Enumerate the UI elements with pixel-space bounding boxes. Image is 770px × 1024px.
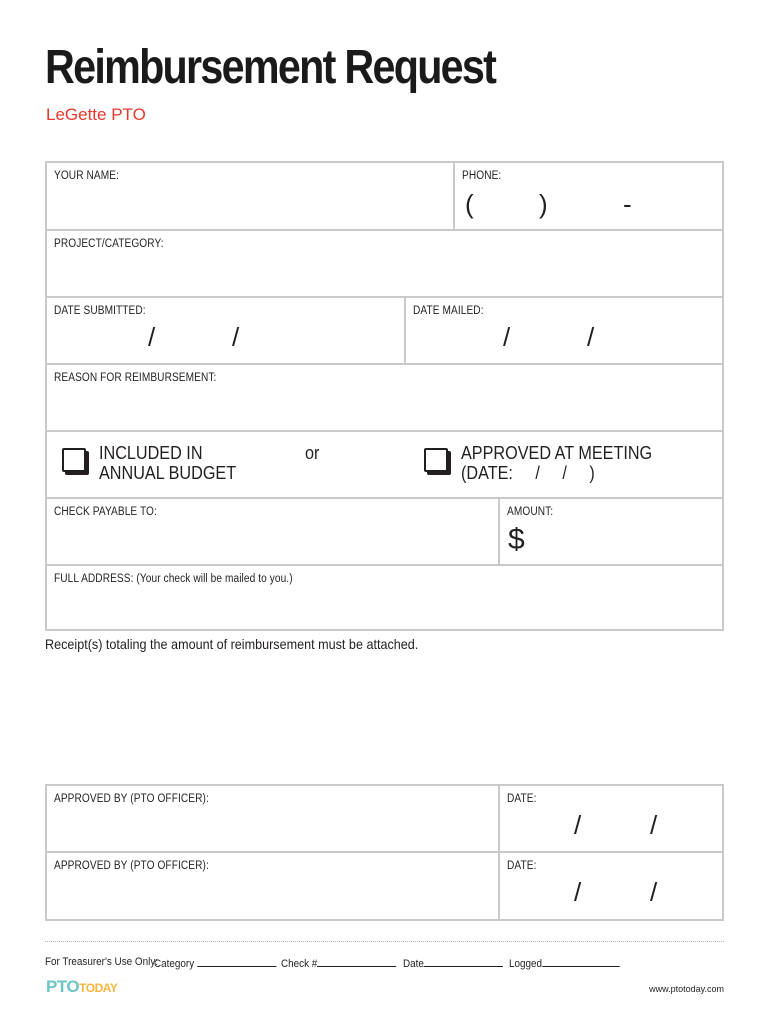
logo-today: TODAY — [79, 981, 118, 995]
phone-dash: - — [623, 189, 632, 219]
approval-date-label: DATE: — [507, 793, 537, 805]
page-title: Reimbursement Request — [45, 41, 496, 94]
approval-date-field-1[interactable] — [498, 786, 722, 851]
row-payable-amount — [47, 499, 722, 566]
phone-label: PHONE: — [462, 170, 502, 182]
row-reason — [47, 365, 722, 432]
option-included-line2: ANNUAL BUDGET — [99, 463, 237, 483]
project-category-label: PROJECT/CATEGORY: — [54, 238, 164, 250]
approval-form — [45, 784, 724, 921]
treasurer-date-label: Date — [403, 958, 424, 970]
phone-paren-close: ) — [539, 189, 548, 219]
option-approved-line1: APPROVED AT MEETING — [461, 443, 653, 463]
treasurer-category-label: Category — [154, 958, 195, 970]
date-mailed-field[interactable] — [404, 298, 722, 363]
logo-pto: PTO — [46, 977, 80, 996]
approval-date-label: DATE: — [507, 860, 537, 872]
approved-at-meeting-checkbox[interactable] — [424, 448, 448, 472]
reason-label: REASON FOR REIMBURSEMENT: — [54, 372, 217, 384]
date-submitted-slash-1: / — [148, 322, 156, 352]
treasurer-date-line — [424, 956, 503, 967]
approval-date-slash-2: / — [650, 877, 658, 907]
row-name-phone — [47, 163, 722, 231]
full-address-label: FULL ADDRESS: (Your check will be mailed to you.) — [54, 573, 293, 585]
approval-date-slash-1: / — [574, 877, 582, 907]
project-category-field[interactable] — [47, 231, 722, 296]
your-name-field[interactable] — [47, 163, 453, 229]
treasurer-category-line — [197, 956, 276, 967]
pto-today-logo — [46, 977, 117, 997]
receipt-note: Receipt(s) totaling the amount of reimbursement must be attached. — [45, 636, 419, 652]
treasurer-check-label: Check # — [281, 958, 318, 970]
date-mailed-slash-1: / — [503, 322, 511, 352]
approval-row-2 — [47, 853, 722, 919]
check-payable-field[interactable] — [47, 499, 498, 564]
treasurer-check[interactable] — [281, 956, 397, 970]
phone-field[interactable] — [453, 163, 722, 229]
treasurer-date[interactable] — [403, 956, 503, 970]
date-submitted-field[interactable] — [47, 298, 404, 363]
treasurer-label: For Treasurer's Use Only: — [45, 956, 159, 968]
approved-by-label: APPROVED BY (PTO OFFICER): — [54, 860, 209, 872]
treasurer-logged-label: Logged — [509, 958, 543, 970]
approved-by-field-2[interactable] — [47, 853, 498, 919]
reimbursement-form — [45, 161, 724, 631]
approval-row-1 — [47, 786, 722, 853]
approval-date-field-2[interactable] — [498, 853, 722, 919]
row-budget-options — [47, 432, 722, 499]
reason-field[interactable] — [47, 365, 722, 430]
organization-name: LeGette PTO — [46, 105, 146, 124]
footer-divider — [45, 941, 724, 942]
check-payable-label: CHECK PAYABLE TO: — [54, 506, 157, 518]
treasurer-logged-line — [542, 956, 619, 967]
approved-by-field-1[interactable] — [47, 786, 498, 851]
dollar-sign: $ — [508, 523, 525, 556]
amount-field[interactable] — [498, 499, 722, 564]
option-included-line1: INCLUDED IN — [99, 443, 203, 463]
row-project — [47, 231, 722, 298]
or-text: or — [305, 443, 320, 463]
amount-label: AMOUNT: — [507, 506, 554, 518]
date-submitted-label: DATE SUBMITTED: — [54, 305, 146, 317]
your-name-label: YOUR NAME: — [54, 170, 119, 182]
option-approved-date: (DATE: / / ) — [461, 463, 595, 483]
approved-by-label: APPROVED BY (PTO OFFICER): — [54, 793, 209, 805]
row-dates — [47, 298, 722, 365]
date-mailed-slash-2: / — [587, 322, 595, 352]
row-address — [47, 566, 722, 629]
approval-date-slash-2: / — [650, 810, 658, 840]
full-address-field[interactable] — [47, 566, 722, 629]
footer-url[interactable]: www.ptotoday.com — [649, 984, 724, 994]
phone-paren-open: ( — [465, 189, 474, 219]
approval-date-slash-1: / — [574, 810, 582, 840]
treasurer-check-line — [317, 956, 396, 967]
included-in-budget-checkbox[interactable] — [62, 448, 86, 472]
treasurer-category[interactable] — [154, 956, 276, 970]
date-submitted-slash-2: / — [232, 322, 240, 352]
date-mailed-label: DATE MAILED: — [413, 305, 484, 317]
treasurer-logged[interactable] — [509, 956, 619, 970]
